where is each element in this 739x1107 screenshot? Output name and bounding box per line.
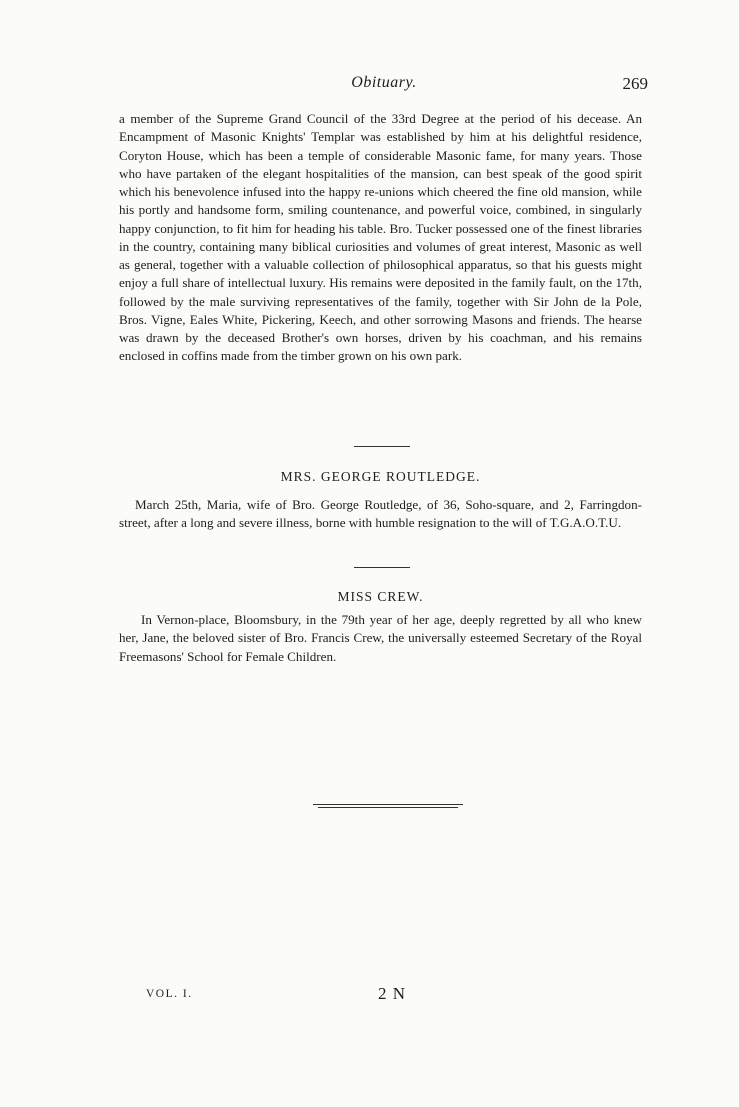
page-header bbox=[120, 74, 648, 100]
end-rule bbox=[313, 804, 463, 805]
volume-label: VOL. I. bbox=[146, 988, 193, 1000]
crew-heading: MISS CREW. bbox=[337, 589, 424, 604]
running-title: Obituary. bbox=[351, 74, 417, 91]
section-divider bbox=[354, 567, 410, 568]
tucker-obituary-text: a member of the Supreme Grand Council of the 33rd Degree at the period of his decease. An Encampment of Masonic Knights' Templar was established by him at his delightful residence, Coryton House, which has been a temple of considerable Masonic fame, for many years. Those who have partaken of the elegant hospitalities of the mansion, can best speak of the good spirit which his benevolence infused into the happy re-unions which cheered the fine old mansion, while his portly and handsome form, smiling countenance, and powerful voice, combined, in singularly happy conjunction, to fit him for heading his table. Bro. Tucker possessed one of the finest libraries in the country, containing many biblical curiosities and volumes of great interest, Masonic as well as general, together with a valuable collection of philosophical apparatus, so that his guests might enjoy a full share of intellectual luxury. His remains were deposited in the family fault, on the 17th, followed by the male surviving representatives of the family, together with Sir John de la Pole, Bros. Vigne, Eales White, Pickering, Keech, and other sorrowing Masons and friends. The hearse was drawn by the deceased Brother's own horses, driven by his coachman, and his remains enclosed in coffins made from the timber grown on his own park. bbox=[119, 111, 642, 364]
routledge-obituary-text: March 25th, Maria, wife of Bro. George Routledge, of 36, Soho-square, and 2, Farringdon-street, after a long and severe illness, borne with humble resignation to the will of T.G.A.O.T.U. bbox=[119, 497, 642, 531]
routledge-heading: MRS. GEORGE ROUTLEDGE. bbox=[280, 469, 481, 484]
routledge-obituary-paragraph bbox=[119, 496, 642, 533]
signature-mark: 2 N bbox=[378, 984, 407, 1003]
page-number: 269 bbox=[622, 74, 648, 93]
tucker-obituary-paragraph bbox=[119, 110, 642, 366]
section-divider bbox=[354, 446, 410, 447]
crew-obituary-text: In Vernon-place, Bloomsbury, in the 79th year of her age, deeply regretted by all who knew her, Jane, the beloved sister of Bro. Francis Crew, the universally esteemed Secretary of the Royal Freemasons' School for Female Children. bbox=[119, 612, 642, 664]
crew-obituary-paragraph bbox=[119, 611, 642, 666]
end-rule-secondary bbox=[318, 807, 458, 808]
